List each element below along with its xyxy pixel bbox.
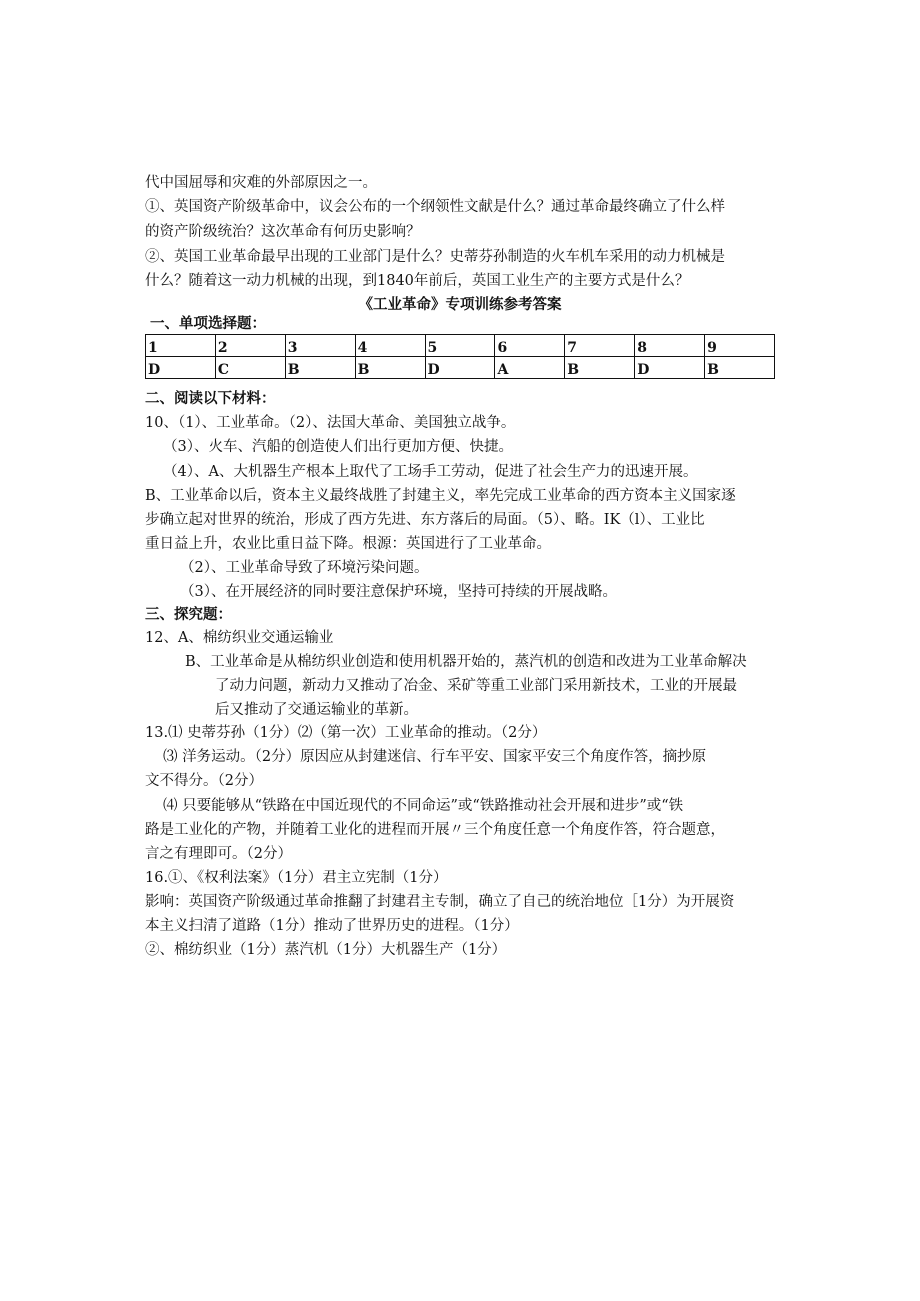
table-row-numbers [146,335,775,357]
question-1-line: 的资产阶级统治？这次革命有何历史影响？ [145,224,421,240]
answer-table [145,334,775,379]
answer-13-line: 路是工业化的产物，并随着工业化的进程而开展〃三个角度任意一个角度作答，符合题意， [145,822,725,838]
table-cell: 2 [215,335,285,357]
table-cell: 1 [146,335,216,357]
table-cell: 7 [565,335,635,357]
answer-10-line: 重日益上升，农业比重日益下降。根源：英国进行了工业革命。 [145,536,551,552]
table-cell: D [425,357,495,379]
answer-16-line: ②、棉纺织业（1分）蒸汽机（1分）大机器生产（1分） [145,942,507,958]
table-cell: B [705,357,775,379]
answer-13-line: ⑶ 洋务运动。（2分）原因应从封建迷信、行车平安、国家平安三个角度作答，摘抄原 [163,749,707,765]
answer-10-line: （4）、A、大机器生产根本上取代了工场手工劳动，促进了社会生产力的迅速开展。 [163,464,698,480]
table-cell: 3 [285,335,355,357]
table-cell: B [565,357,635,379]
table-cell: C [215,357,285,379]
answer-10-line: （2）、工业革命导致了环境污染问题。 [180,560,429,576]
table-cell: D [146,357,216,379]
answer-16-line: 16.①、《权利法案》（1分）君主立宪制（1分） [145,870,448,886]
table-cell: 9 [705,335,775,357]
section-heading-single-choice: 一、单项选择题： [150,315,266,332]
answer-12-line: 了动力问题，新动力又推动了冶金、采矿等重工业部门采用新技术，工业的开展最 [215,678,737,694]
table-cell: 6 [495,335,565,357]
table-cell: D [635,357,705,379]
answer-16-line: 影响：英国资产阶级通过革命推翻了封建君主专制，确立了自己的统治地位［1分）为开展资 [145,894,735,910]
answer-10-line: 10、（1）、工业革命。（2）、法国大革命、美国独立战争。 [145,415,516,431]
answer-13-line: ⑷ 只要能够从“铁路在中国近现代的不同命运”或“铁路推动社会开展和进步”或“铁 [163,798,684,814]
table-cell: 5 [425,335,495,357]
answer-13-line: 文不得分。（2分） [145,773,263,789]
table-cell: A [495,357,565,379]
table-cell: B [285,357,355,379]
section-heading-reading: 二、阅读以下材料： [145,390,276,407]
answer-10-line: （3）、在开展经济的同时要注意保护环境，坚持可持续的开展战略。 [180,584,617,600]
answer-12-line: 12、A、棉纺织业交通运输业 [145,630,334,646]
table-cell: 8 [635,335,705,357]
answer-10-line: （3）、火车、汽船的创造使人们出行更加方便、快捷。 [163,439,513,455]
table-cell: 4 [355,335,425,357]
question-2-line: 什么？随着这一动力机械的出现，到1840年前后，英国工业生产的主要方式是什么？ [145,273,690,289]
question-1-line: ①、英国资产阶级革命中，议会公布的一个纲领性文献是什么？通过革命最终确立了什么样 [145,199,725,215]
answer-16-line: 本主义扫清了道路（1分）推动了世界历史的进程。（1分） [145,918,519,934]
answer-title: 《工业革命》专项训练参考答案 [358,296,562,313]
table-row-answers [146,357,775,379]
answer-10-line: 步确立起对世界的统治，形成了西方先进、东方落后的局面。（5）、略。IK（l）、工业比 [145,512,705,528]
answer-13-line: 13.⑴ 史蒂芬孙（1分）⑵（第一次）工业革命的推动。（2分） [145,725,547,741]
answer-10-line: B、工业革命以后，资本主义最终战胜了封建主义，率先完成工业革命的西方资本主义国家逐 [145,488,736,504]
text-line: 代中国屈辱和灾难的外部原因之一。 [145,175,377,191]
question-2-line: ②、英国工业革命最早出现的工业部门是什么？史蒂芬孙制造的火车机车采用的动力机械是 [145,249,725,265]
table-cell: B [355,357,425,379]
answer-13-line: 言之有理即可。（2分） [145,846,292,862]
answer-12-line: B、工业革命是从棉纺织业创造和使用机器开始的，蒸汽机的创造和改进为工业革命解决 [185,654,747,670]
section-heading-inquiry: 三、探究题： [145,606,232,623]
answer-12-line: 后又推动了交通运输业的革新。 [215,702,418,718]
